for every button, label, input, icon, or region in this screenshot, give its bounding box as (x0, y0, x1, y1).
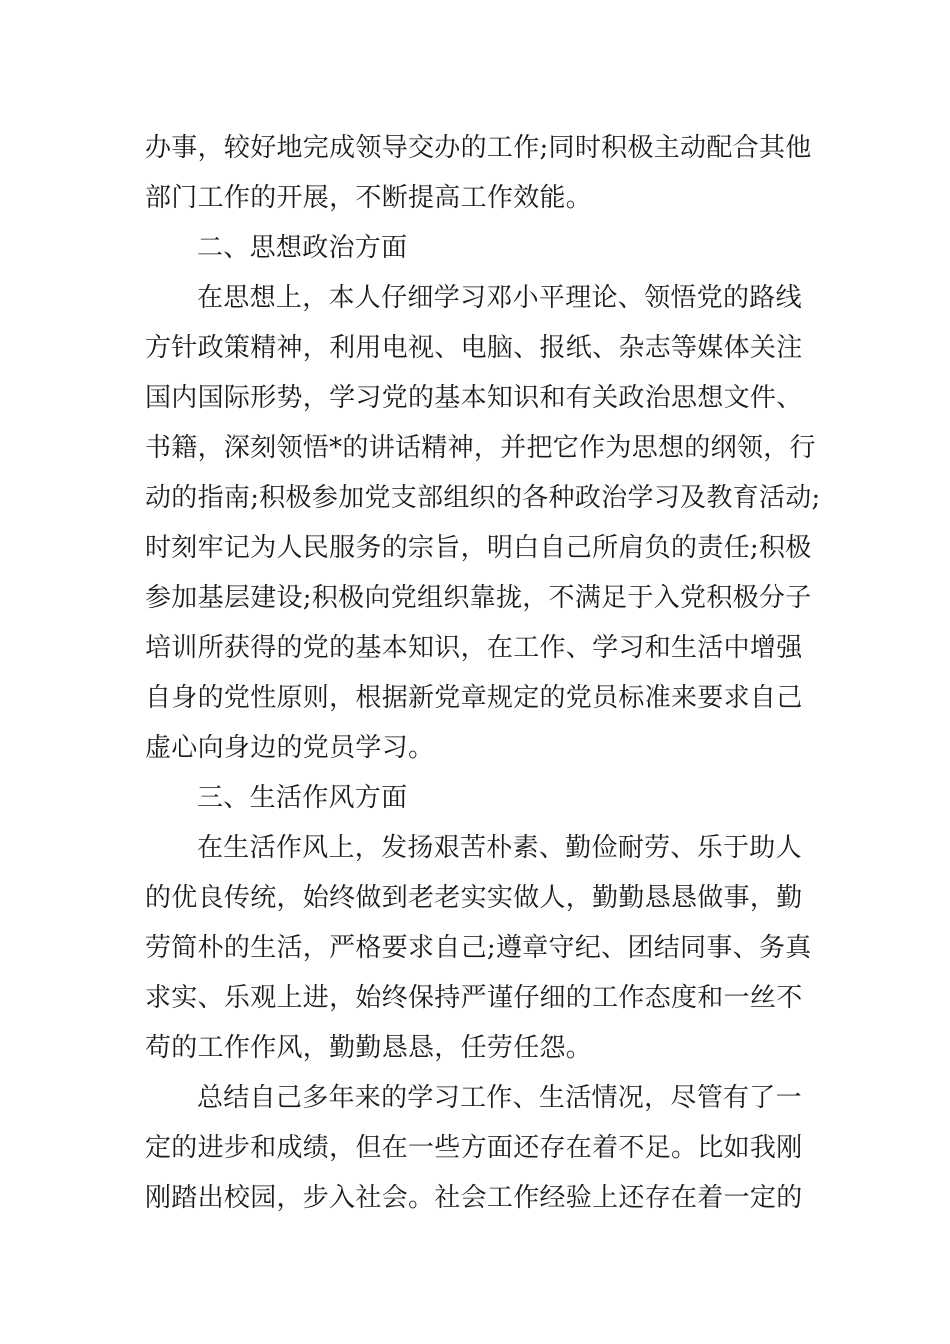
text-line: 在思想上，本人仔细学习邓小平理论、领悟党的路线 (197, 283, 802, 313)
text-line: 自身的党性原则，根据新党章规定的党员标准来要求自己 (145, 683, 803, 713)
text-line: 时刻牢记为人民服务的宗旨，明白自己所肩负的责任;积极 (145, 533, 812, 563)
text-line: 虚心向身边的党员学习。 (145, 733, 435, 763)
text-line: 培训所获得的党的基本知识，在工作、学习和生活中增强 (145, 633, 803, 663)
section-heading: 二、思想政治方面 (197, 233, 408, 263)
text-line: 劳简朴的生活，严格要求自己;遵章守纪、团结同事、务真 (145, 933, 812, 963)
text-line: 定的进步和成绩，但在一些方面还存在着不足。比如我刚 (145, 1133, 803, 1163)
text-line: 苟的工作作风，勤勤恳恳，任劳任怨。 (145, 1033, 593, 1063)
text-line: 参加基层建设;积极向党组织靠拢，不满足于入党积极分子 (145, 583, 812, 613)
text-line: 书籍，深刻领悟*的讲话精神，并把它作为思想的纲领，行 (145, 433, 816, 463)
text-line: 动的指南;积极参加党支部组织的各种政治学习及教育活动; (145, 483, 821, 513)
text-line: 刚踏出校园，步入社会。社会工作经验上还存在着一定的 (145, 1183, 803, 1213)
text-line: 总结自己多年来的学习工作、生活情况，尽管有了一 (197, 1083, 802, 1113)
text-line: 国内国际形势，学习党的基本知识和有关政治思想文件、 (145, 383, 803, 413)
text-line: 的优良传统，始终做到老老实实做人，勤勤恳恳做事，勤 (145, 883, 803, 913)
text-line: 办事，较好地完成领导交办的工作;同时积极主动配合其他 (145, 133, 812, 163)
text-line: 方针政策精神，利用电视、电脑、报纸、杂志等媒体关注 (145, 333, 803, 363)
section-heading: 三、生活作风方面 (197, 783, 408, 813)
text-line: 求实、乐观上进，始终保持严谨仔细的工作态度和一丝不 (145, 983, 803, 1013)
text-line: 部门工作的开展，不断提高工作效能。 (145, 183, 593, 213)
text-line: 在生活作风上，发扬艰苦朴素、勤俭耐劳、乐于助人 (197, 833, 802, 863)
